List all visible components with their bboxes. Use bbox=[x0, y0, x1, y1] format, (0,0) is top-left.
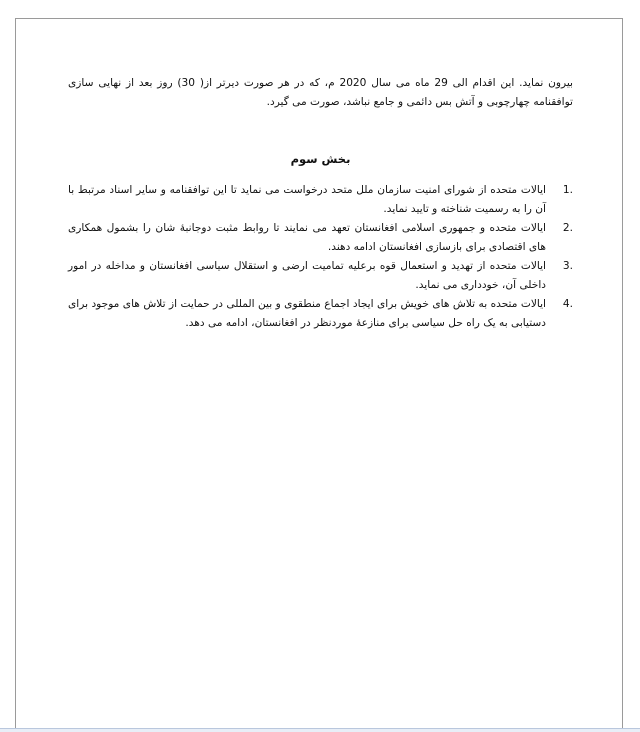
section-heading: بخش سوم bbox=[290, 152, 351, 166]
list-item-text: ایالات متحده از تهدید و استعمال قوه برعلیه تمامیت ارضی و استقلال سیاسی افغانستان و مداخله در امور داخلی آن، خودداری می نماید. bbox=[68, 260, 546, 291]
document-page bbox=[15, 18, 623, 732]
list-item-text: ایالات متحده از شورای امنیت سازمان ملل متحد درخواست می نماید تا این توافقنامه و سایر اسناد مرتبط با آن را به رسمیت شناخته و تایید نماید. bbox=[68, 184, 546, 215]
list-item-number: 4. bbox=[562, 298, 573, 310]
list-item bbox=[68, 295, 573, 333]
list-item bbox=[68, 257, 573, 295]
list-item bbox=[68, 219, 573, 257]
list-item-number: 1. bbox=[562, 184, 573, 196]
list-item-text: ایالات متحده و جمهوری اسلامی افغانستان تعهد می نمایند تا روابط مثبت دوجانبهٔ شان را بشمول همکاری های اقتصادی برای بازسازی افغانستان ادامه دهند. bbox=[68, 222, 546, 253]
list-item bbox=[68, 181, 573, 219]
list-item-number: 2. bbox=[562, 222, 573, 234]
numbered-list bbox=[68, 181, 573, 333]
list-item-number: 3. bbox=[562, 260, 573, 272]
document-body bbox=[68, 74, 573, 333]
window-bottom-edge bbox=[0, 728, 640, 732]
list-item-text: ایالات متحده به تلاش های خویش برای ایجاد اجماع منطقوی و بین المللی در حمایت از تلاش های موجود برای دستیابی به یک راه حل سیاسی برای منازعهٔ موردنظر در افغانستان، ادامه می دهد. bbox=[68, 298, 546, 329]
intro-paragraph: بیرون نماید. این اقدام الی 29 ماه می سال 2020 م، که در هر صورت دیرتر از( 30) روز بعد از نهایی سازی توافقنامه چهارچوبی و آتش بس دائمی و جامع نباشد، صورت می گیرد. bbox=[68, 77, 573, 108]
